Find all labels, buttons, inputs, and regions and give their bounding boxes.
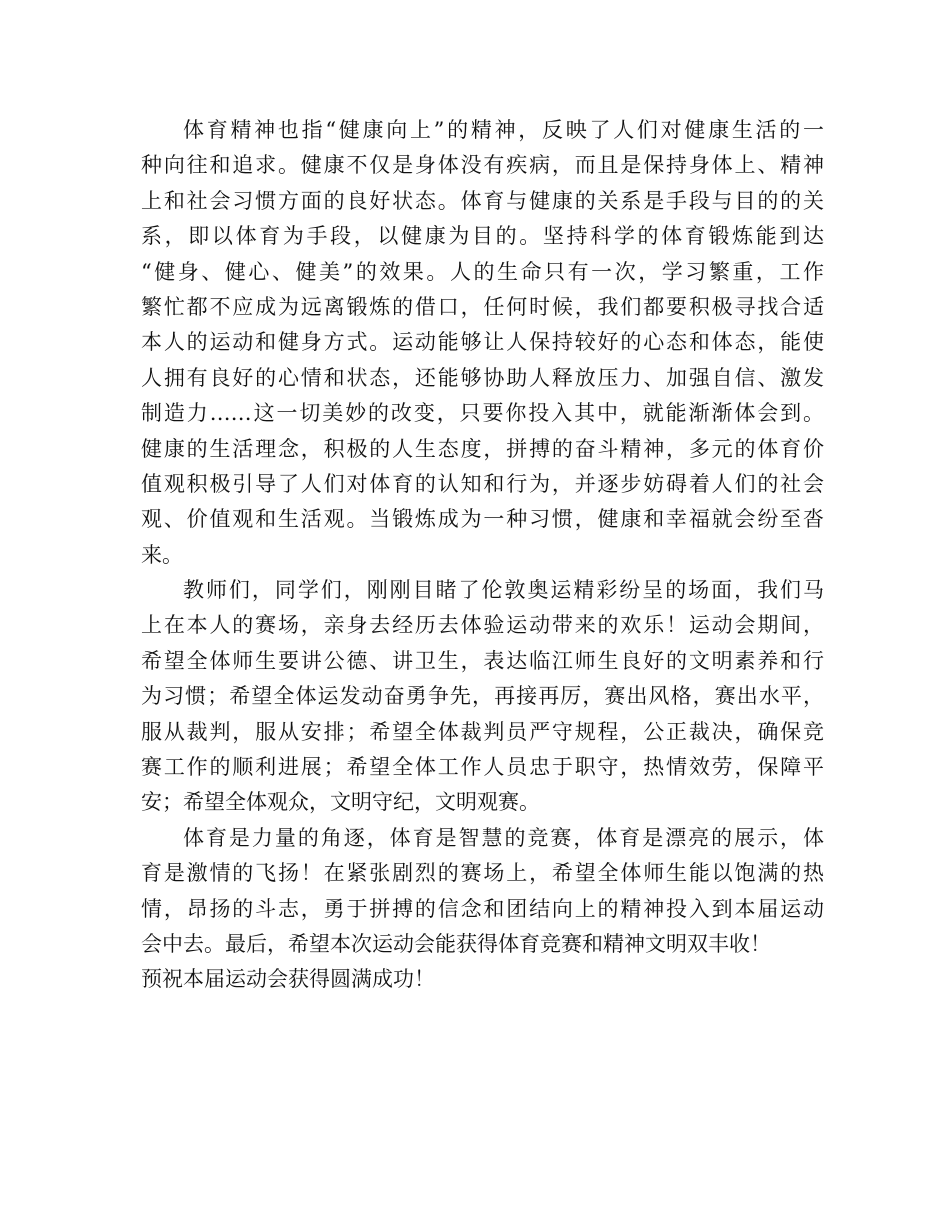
text-line: 制造力……这一切美妙的改变，只要你投入其中，就能渐渐体会到。 bbox=[141, 401, 824, 426]
text-line: 预祝本届运动会获得圆满成功！ bbox=[141, 967, 435, 992]
text-line: 繁忙都不应成为远离锻炼的借口，任何时候，我们都要积极寻找合适 bbox=[141, 294, 824, 319]
paragraph-1 bbox=[141, 113, 824, 573]
text-line: 赛工作的顺利进展；希望全体工作人员忠于职守，热情效劳，保障平 bbox=[141, 755, 824, 780]
document-body bbox=[141, 113, 824, 998]
text-line: 会中去。最后，希望本次运动会能获得体育竞赛和精神文明双丰收！ bbox=[141, 931, 771, 956]
text-line: 观、价值观和生活观。当锻炼成为一种习惯，健康和幸福就会纷至沓 bbox=[141, 507, 824, 532]
text-line: 上和社会习惯方面的良好状态。体育与健康的关系是手段与目的的关 bbox=[141, 188, 824, 213]
paragraph-2 bbox=[141, 573, 824, 821]
text-line: 育是激情的飞扬！在紧张剧烈的赛场上，希望全体师生能以饱满的热 bbox=[141, 861, 824, 886]
text-line: 来。 bbox=[141, 542, 183, 567]
text-line: 服从裁判，服从安排；希望全体裁判员严守规程，公正裁决，确保竞 bbox=[141, 719, 824, 744]
text-line: 希望全体师生要讲公德、讲卫生，表达临江师生良好的文明素养和行 bbox=[141, 648, 824, 673]
text-line: 情，昂扬的斗志，勇于拼搏的信念和团结向上的精神投入到本届运动 bbox=[141, 896, 824, 921]
text-line: 系，即以体育为手段，以健康为目的。坚持科学的体育锻炼能到达 bbox=[141, 224, 824, 249]
text-line: 体育是力量的角逐，体育是智慧的竞赛，体育是漂亮的展示，体 bbox=[183, 825, 824, 850]
text-line: 安；希望全体观众，文明守纪，文明观赛。 bbox=[141, 790, 540, 815]
paragraph-3 bbox=[141, 821, 824, 998]
text-line: “健身、健心、健美”的效果。人的生命只有一次，学习繁重，工作 bbox=[141, 259, 824, 284]
text-line: 值观积极引导了人们对体育的认知和行为，并逐步妨碍着人们的社会 bbox=[141, 471, 824, 496]
text-line: 为习惯；希望全体运发动奋勇争先，再接再厉，赛出风格，赛出水平， bbox=[141, 684, 824, 709]
text-line: 教师们，同学们，刚刚目睹了伦敦奥运精彩纷呈的场面，我们马 bbox=[183, 578, 824, 603]
text-line: 种向往和追求。健康不仅是身体没有疾病，而且是保持身体上、精神 bbox=[141, 153, 824, 178]
text-line: 本人的运动和健身方式。运动能够让人保持较好的心态和体态，能使 bbox=[141, 330, 824, 355]
text-line: 体育精神也指“健康向上”的精神，反映了人们对健康生活的一 bbox=[183, 118, 824, 142]
text-line: 健康的生活理念，积极的人生态度，拼搏的奋斗精神，多元的体育价 bbox=[141, 436, 824, 461]
text-line: 上在本人的赛场，亲身去经历去体验运动带来的欢乐！运动会期间， bbox=[141, 613, 824, 638]
text-line: 人拥有良好的心情和状态，还能够协助人释放压力、加强自信、激发 bbox=[141, 365, 824, 390]
